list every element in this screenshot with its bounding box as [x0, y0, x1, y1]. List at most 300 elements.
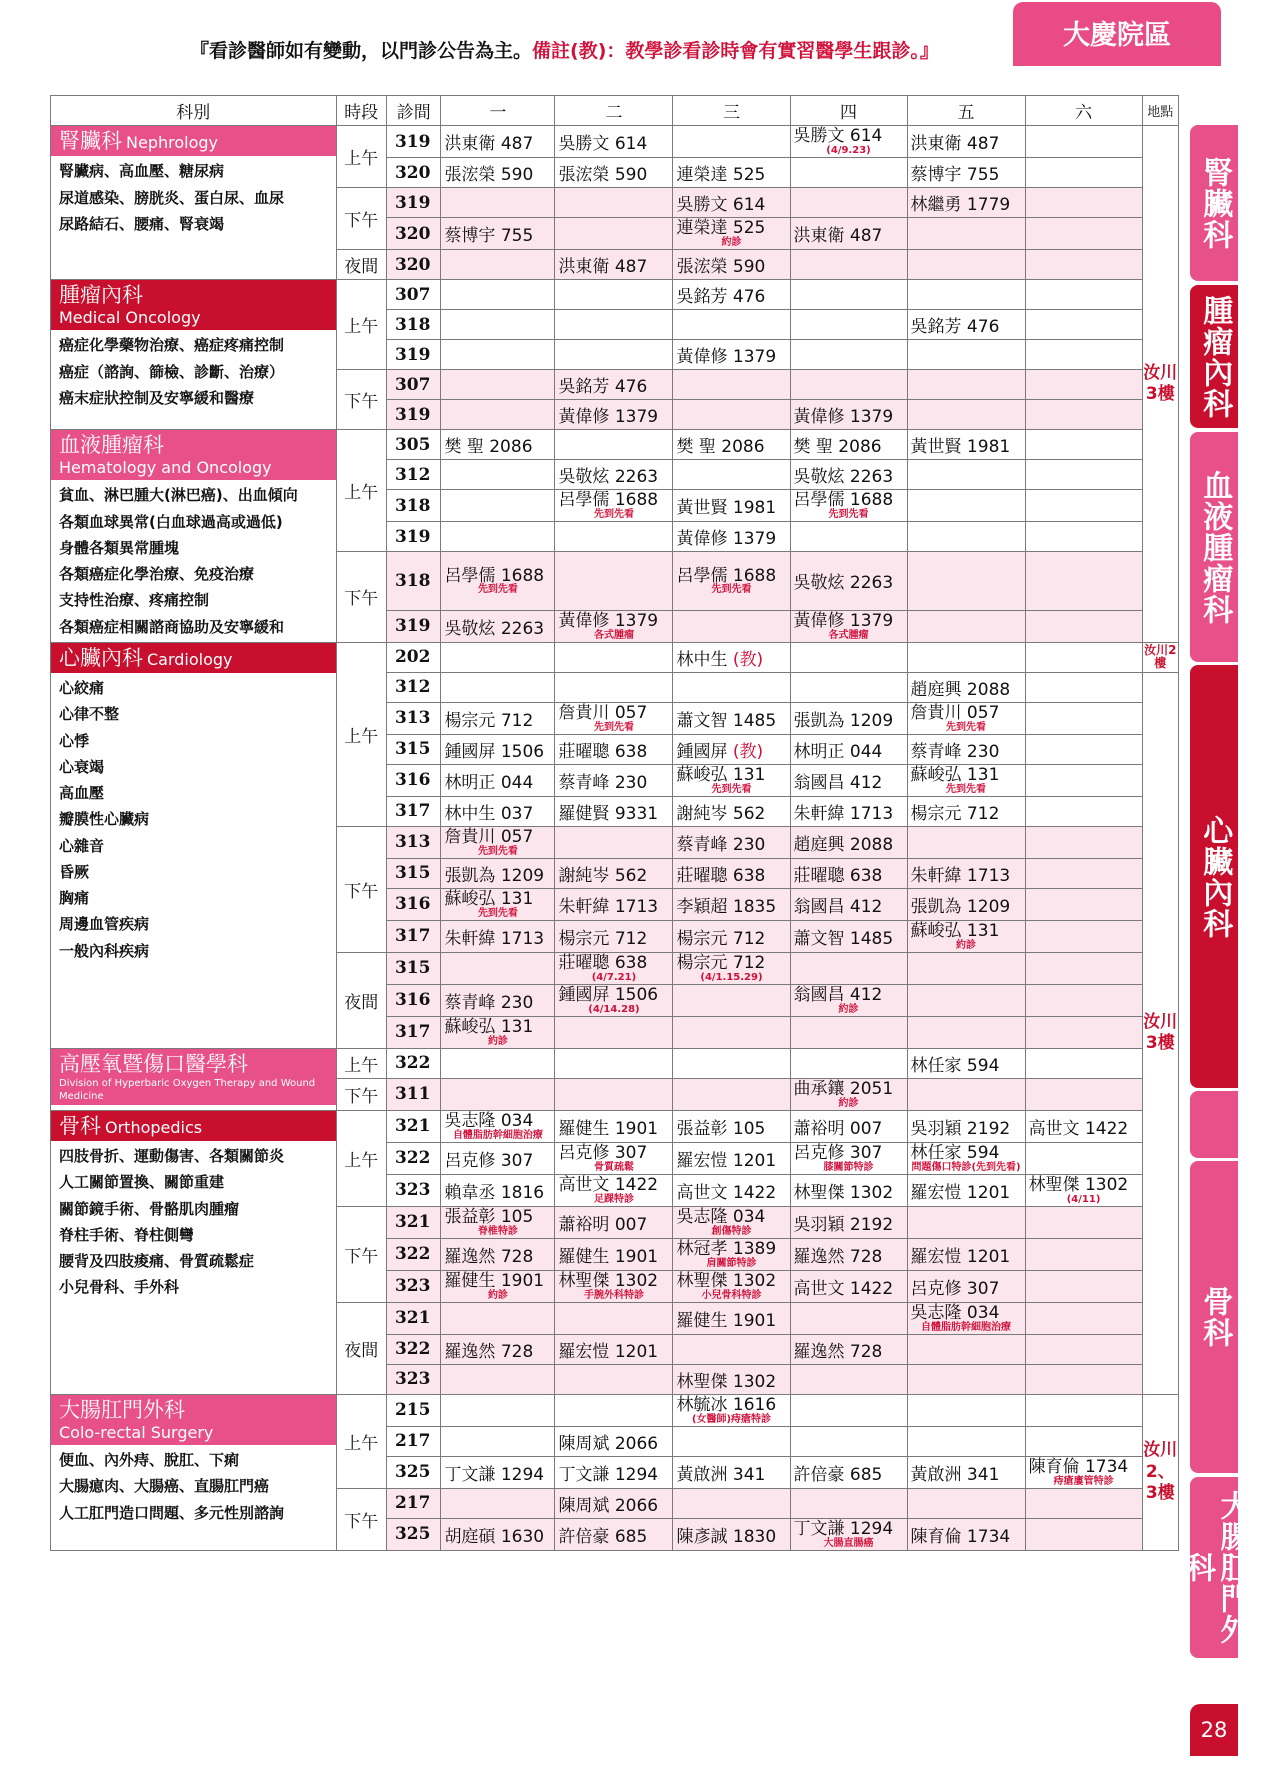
doctor-note: (4/1.15.29)	[700, 971, 763, 983]
doctor-cell	[790, 126, 907, 158]
header-row	[51, 96, 1179, 126]
doctor-cell	[1025, 158, 1142, 188]
disease-item: 各類癌症化學治療、免疫治療	[59, 565, 255, 583]
doctor-cell: 張凱為 1209	[907, 888, 1025, 920]
doctor-cell	[790, 984, 907, 1016]
doctor-cell	[1025, 734, 1142, 764]
doctor-cell	[1025, 218, 1142, 250]
doctor-cell	[790, 610, 907, 642]
doctor-cell	[790, 340, 907, 370]
location-label: 汝川2樓	[1144, 643, 1177, 671]
doctor-cell	[790, 1518, 907, 1550]
doctor-cell	[907, 1206, 1025, 1238]
room-cell: 313	[386, 702, 440, 734]
doctor-cell: 林明正 044	[790, 734, 907, 764]
doctor-name: 黃偉修 1379	[558, 610, 659, 631]
session-cell: 上午	[336, 280, 386, 370]
doctor-cell	[1025, 1238, 1142, 1270]
doctor-name: 蘇峻弘 131	[910, 764, 1000, 785]
doctor-cell	[907, 218, 1025, 250]
room-cell: 320	[386, 250, 440, 280]
session-cell: 夜間	[336, 250, 386, 280]
schedule-row	[51, 280, 1179, 310]
doctor-cell	[673, 460, 790, 490]
location-cell	[1142, 1394, 1178, 1550]
disease-item: 腰背及四肢痠痛、骨質疏鬆症	[59, 1252, 255, 1270]
disease-item: 各類血球異常(白血球過高或過低)	[59, 512, 283, 531]
doctor-cell: 莊曜聰 638	[555, 734, 673, 764]
header-cell: 時段	[336, 96, 386, 126]
schedule-table	[50, 95, 1179, 1551]
doctor-note: 約診	[838, 1097, 859, 1109]
doctor-cell	[673, 1238, 790, 1270]
doctor-cell	[907, 1302, 1025, 1334]
doctor-cell	[555, 984, 673, 1016]
doctor-cell: 黃偉修 1379	[673, 340, 790, 370]
doctor-cell	[441, 1078, 555, 1110]
doctor-cell	[673, 672, 790, 702]
doctor-cell	[1025, 340, 1142, 370]
disease-item: 支持性治療、疼痛控制	[59, 591, 210, 610]
doctor-cell	[1025, 1270, 1142, 1302]
doctor-cell	[907, 1016, 1025, 1048]
doctor-note: 先到先看	[946, 783, 987, 795]
doctor-note: 自體脂肪幹細胞治療	[921, 1321, 1012, 1333]
session-cell: 下午	[336, 1206, 386, 1302]
doctor-cell	[1025, 250, 1142, 280]
doctor-cell	[555, 218, 673, 250]
doctor-cell	[441, 1016, 555, 1048]
doctor-cell	[441, 340, 555, 370]
doctor-cell	[441, 1206, 555, 1238]
doctor-cell	[1025, 1302, 1142, 1334]
side-tab-label: 心臟內科	[1197, 814, 1233, 939]
disease-item: 脊柱手術、脊柱側彎	[59, 1225, 195, 1244]
doctor-cell: 吳勝文 614	[673, 188, 790, 218]
room-cell: 316	[386, 984, 440, 1016]
doctor-cell: 陳育倫 1734	[907, 1518, 1025, 1550]
department-name: 腎臟科	[59, 129, 122, 153]
doctor-cell: 謝純岑 562	[555, 858, 673, 888]
doctor-cell	[555, 340, 673, 370]
doctor-cell	[907, 984, 1025, 1016]
doctor-note: 先到先看	[477, 907, 518, 919]
disease-item: 身體各類異常腫塊	[59, 538, 180, 557]
doctor-cell: 洪東衛 487	[790, 218, 907, 250]
schedule-row	[51, 430, 1179, 460]
department-name: 高壓氧暨傷口醫學科	[59, 1051, 248, 1076]
disease-item: 腎臟病、高血壓、糖尿病	[59, 162, 225, 181]
doctor-cell	[1025, 1394, 1142, 1426]
side-tab	[1190, 1161, 1238, 1473]
doctor-note: 問題傷口特診(先到先看)	[911, 1161, 1021, 1173]
doctor-cell	[1025, 522, 1142, 552]
doctor-cell: 吳銘芳 476	[673, 280, 790, 310]
department-cell	[51, 126, 337, 280]
doctor-name: 翁國昌 412	[793, 984, 883, 1005]
room-cell: 315	[386, 952, 440, 984]
disease-item: 小兒骨科、手外科	[59, 1278, 180, 1297]
doctor-name: 鍾國屏 1506	[558, 984, 659, 1005]
room-cell: 317	[386, 1016, 440, 1048]
doctor-cell	[441, 1488, 555, 1518]
side-tab-label: 腎臟科	[1197, 156, 1233, 250]
doctor-cell: 張浤榮 590	[673, 250, 790, 280]
doctor-cell: 翁國昌 412	[790, 764, 907, 796]
room-cell: 320	[386, 218, 440, 250]
disease-item: 瓣膜性心臟病	[59, 810, 150, 829]
disease-item: 尿路結石、腰痛、腎衰竭	[59, 214, 225, 233]
department-title	[51, 1395, 336, 1445]
room-cell: 307	[386, 370, 440, 400]
doctor-cell: 羅健生 1901	[555, 1110, 673, 1142]
room-cell: 325	[386, 1456, 440, 1488]
doctor-cell: 呂克修 307	[907, 1270, 1025, 1302]
doctor-cell	[673, 984, 790, 1016]
doctor-note: 先到先看	[828, 508, 869, 520]
doctor-cell: 黃偉修 1379	[790, 400, 907, 430]
doctor-cell: 羅健生 1901	[673, 1302, 790, 1334]
side-tab	[1190, 125, 1238, 281]
doctor-cell	[673, 1270, 790, 1302]
doctor-cell	[907, 826, 1025, 858]
doctor-cell	[555, 280, 673, 310]
teaching-mark: (教)	[732, 649, 764, 670]
doctor-cell: 賴韋丞 1816	[441, 1174, 555, 1206]
doctor-cell	[441, 1270, 555, 1302]
doctor-cell	[441, 188, 555, 218]
room-cell: 215	[386, 1394, 440, 1426]
department-title	[51, 643, 336, 673]
doctor-cell	[1025, 188, 1142, 218]
doctor-cell: 吳羽穎 2192	[907, 1110, 1025, 1142]
doctor-cell	[673, 764, 790, 796]
doctor-cell	[673, 642, 790, 672]
doctor-cell	[673, 1048, 790, 1078]
doctor-name: 蘇峻弘 131	[910, 920, 1000, 941]
doctor-cell	[790, 952, 907, 984]
disease-item: 一般內科疾病	[59, 941, 150, 960]
room-cell: 307	[386, 280, 440, 310]
doctor-cell	[790, 188, 907, 218]
doctor-cell	[673, 1206, 790, 1238]
doctor-cell: 趙庭興 2088	[907, 672, 1025, 702]
disease-list	[51, 1141, 336, 1303]
doctor-cell	[790, 250, 907, 280]
doctor-cell	[1025, 1518, 1142, 1550]
doctor-note: 先到先看	[711, 783, 752, 795]
disease-item: 尿道感染、膀胱炎、蛋白尿、血尿	[59, 188, 285, 207]
disease-item: 高血壓	[59, 784, 105, 802]
room-cell: 321	[386, 1302, 440, 1334]
doctor-note: 先到先看	[477, 845, 518, 857]
doctor-cell	[555, 826, 673, 858]
doctor-cell	[555, 1078, 673, 1110]
doctor-cell: 朱軒緯 1713	[441, 920, 555, 952]
department-english: Division of Hyperbaric Oxygen Therapy and Wound Medicine	[59, 1078, 316, 1102]
doctor-cell: 洪東衛 487	[555, 250, 673, 280]
doctor-cell	[1025, 1078, 1142, 1110]
doctor-cell	[555, 1270, 673, 1302]
doctor-cell: 楊宗元 712	[673, 920, 790, 952]
session-cell: 上午	[336, 1110, 386, 1206]
doctor-note: 各式腫瘤	[828, 629, 869, 641]
department-name: 心臟內科	[59, 645, 143, 670]
doctor-name: 林中生	[676, 649, 733, 670]
department-english: Nephrology	[126, 133, 218, 152]
side-tab-label: 大腸肛門外科	[1180, 1490, 1250, 1645]
doctor-cell	[1025, 888, 1142, 920]
room-cell: 315	[386, 734, 440, 764]
doctor-cell: 洪東衛 487	[441, 126, 555, 158]
doctor-cell: 高世文 1422	[1025, 1110, 1142, 1142]
doctor-cell: 楊宗元 712	[441, 702, 555, 734]
side-tab	[1190, 285, 1238, 428]
location-cell	[1142, 642, 1178, 672]
doctor-cell	[555, 1174, 673, 1206]
doctor-cell	[441, 400, 555, 430]
doctor-name: 丁文謙 1294	[793, 1518, 894, 1539]
doctor-cell: 陳周斌 2066	[555, 1488, 673, 1518]
department-cell	[51, 1394, 337, 1550]
session-cell: 夜間	[336, 1302, 386, 1394]
doctor-cell	[907, 340, 1025, 370]
doctor-cell: 羅逸然 728	[790, 1238, 907, 1270]
doctor-note: (4/7.21)	[591, 971, 637, 983]
side-tab	[1190, 432, 1238, 662]
doctor-note: (4/14.28)	[588, 1003, 640, 1015]
doctor-cell: 蔡青峰 230	[907, 734, 1025, 764]
doctor-note: 先到先看	[593, 721, 634, 733]
disease-item: 癌症化學藥物治療、癌症疼痛控制	[59, 336, 285, 355]
room-cell: 217	[386, 1426, 440, 1456]
doctor-note: 約診	[487, 1289, 508, 1301]
disease-item: 四肢骨折、運動傷害、各類關節炎	[59, 1147, 285, 1165]
header-cell: 科別	[51, 96, 337, 126]
doctor-cell: 吳敬炫 2263	[790, 552, 907, 611]
disease-item: 貧血、淋巴腫大(淋巴癌)、出血傾向	[59, 486, 298, 505]
doctor-cell	[1025, 126, 1142, 158]
doctor-cell: 羅逸然 728	[441, 1238, 555, 1270]
doctor-cell: 高世文 1422	[673, 1174, 790, 1206]
doctor-cell: 黃啟洲 341	[673, 1456, 790, 1488]
doctor-cell: 樊 聖 2086	[673, 430, 790, 460]
session-cell: 夜間	[336, 952, 386, 1048]
room-cell: 322	[386, 1142, 440, 1174]
doctor-note: 先到先看	[477, 584, 518, 596]
doctor-note: 手腕外科特診	[583, 1289, 644, 1301]
doctor-cell: 林繼勇 1779	[907, 188, 1025, 218]
doctor-cell	[1025, 1488, 1142, 1518]
doctor-cell: 黃世賢 1981	[907, 430, 1025, 460]
doctor-cell	[907, 702, 1025, 734]
page-number: 28	[1190, 1704, 1238, 1756]
doctor-cell: 吳銘芳 476	[555, 370, 673, 400]
doctor-cell	[790, 1302, 907, 1334]
header-cell: 五	[907, 96, 1025, 126]
room-cell: 323	[386, 1174, 440, 1206]
doctor-cell: 朱軒緯 1713	[907, 858, 1025, 888]
doctor-cell: 羅逸然 728	[441, 1334, 555, 1364]
doctor-cell	[441, 672, 555, 702]
doctor-cell	[790, 1142, 907, 1174]
doctor-cell	[907, 1488, 1025, 1518]
doctor-cell	[790, 1426, 907, 1456]
doctor-cell: 張凱為 1209	[441, 858, 555, 888]
disease-list	[51, 1445, 336, 1528]
doctor-cell: 張浤榮 590	[441, 158, 555, 188]
doctor-name: 林聖傑 1302	[558, 1270, 659, 1291]
doctor-cell	[907, 280, 1025, 310]
doctor-cell: 蔡青峰 230	[555, 764, 673, 796]
doctor-note: 先到先看	[593, 508, 634, 520]
doctor-cell	[1025, 1364, 1142, 1394]
doctor-cell	[907, 460, 1025, 490]
department-title	[51, 126, 336, 156]
room-cell: 312	[386, 460, 440, 490]
department-english: Cardiology	[147, 649, 233, 669]
department-title	[51, 280, 336, 330]
department-name: 骨科	[59, 1113, 101, 1138]
doctor-cell: 許倍豪 685	[555, 1518, 673, 1550]
department-name: 腫瘤內科	[59, 283, 143, 307]
doctor-cell: 蕭文智 1485	[790, 920, 907, 952]
header-cell: 二	[555, 96, 673, 126]
header-cell: 一	[441, 96, 555, 126]
schedule-row	[51, 1110, 1179, 1142]
session-cell: 下午	[336, 188, 386, 250]
doctor-cell: 林明正 044	[441, 764, 555, 796]
doctor-name: 林冠孝 1389	[676, 1238, 777, 1259]
department-cell	[51, 430, 337, 643]
department-english: Colo-rectal Surgery	[59, 1423, 214, 1442]
location-cell	[1142, 126, 1178, 643]
doctor-cell	[790, 1364, 907, 1394]
header-cell: 地點	[1142, 96, 1178, 126]
disease-item: 心悸	[59, 731, 90, 750]
room-cell: 319	[386, 340, 440, 370]
doctor-cell	[907, 764, 1025, 796]
doctor-cell	[1025, 370, 1142, 400]
doctor-name: 吳志隆 034	[676, 1206, 766, 1227]
schedule-row	[51, 126, 1179, 158]
doctor-cell: 陳周斌 2066	[555, 1426, 673, 1456]
doctor-cell: 林聖傑 1302	[673, 1364, 790, 1394]
doctor-cell	[790, 1048, 907, 1078]
disease-item: 大腸瘜肉、大腸癌、直腸肛門癌	[59, 1477, 270, 1496]
doctor-cell	[441, 1302, 555, 1334]
doctor-cell	[907, 642, 1025, 672]
doctor-cell	[907, 1142, 1025, 1174]
room-cell: 318	[386, 490, 440, 522]
doctor-cell	[790, 490, 907, 522]
doctor-cell	[673, 370, 790, 400]
doctor-cell: 蔡博宇 755	[907, 158, 1025, 188]
doctor-cell	[790, 370, 907, 400]
department-cell	[51, 642, 337, 1048]
doctor-note: 先到先看	[711, 584, 752, 596]
disease-list	[51, 673, 336, 966]
doctor-cell: 謝純岑 562	[673, 796, 790, 826]
doctor-cell	[1025, 826, 1142, 858]
doctor-cell	[441, 1048, 555, 1078]
doctor-note: 約診	[721, 236, 742, 248]
doctor-cell	[441, 490, 555, 522]
doctor-note: 肩關節特診	[706, 1257, 757, 1269]
doctor-cell	[1025, 858, 1142, 888]
doctor-cell	[441, 370, 555, 400]
doctor-cell	[1025, 552, 1142, 611]
doctor-note: 膝關節特診	[823, 1161, 874, 1173]
doctor-name: 曲承鑲 2051	[793, 1078, 894, 1099]
doctor-cell	[673, 1334, 790, 1364]
doctor-cell: 朱軒緯 1713	[790, 796, 907, 826]
department-title	[51, 1111, 336, 1141]
doctor-cell	[790, 310, 907, 340]
doctor-cell	[673, 1426, 790, 1456]
location-label: 汝川2、3樓	[1143, 1440, 1178, 1503]
doctor-cell	[1025, 1016, 1142, 1048]
doctor-name: 林任家 594	[910, 1142, 1000, 1163]
room-cell: 325	[386, 1518, 440, 1550]
doctor-cell	[790, 522, 907, 552]
doctor-cell	[1025, 702, 1142, 734]
doctor-note: (4/11)	[1066, 1193, 1101, 1205]
doctor-name: 呂學儒 1688	[444, 565, 545, 586]
doctor-note: 骨質疏鬆	[593, 1161, 634, 1173]
doctor-cell	[1025, 1174, 1142, 1206]
doctor-note: 小兒骨科特診	[701, 1289, 762, 1301]
room-cell: 319	[386, 400, 440, 430]
room-cell: 217	[386, 1488, 440, 1518]
room-cell: 313	[386, 826, 440, 858]
location-cell	[1142, 672, 1178, 1394]
doctor-cell	[790, 672, 907, 702]
side-tab	[1190, 665, 1238, 1088]
doctor-name: 蘇峻弘 131	[676, 764, 766, 785]
doctor-cell: 莊曜聰 638	[673, 858, 790, 888]
doctor-note: 各式腫瘤	[593, 629, 634, 641]
doctor-cell: 吳敬炫 2263	[441, 610, 555, 642]
disease-item: 癌末症狀控制及安寧緩和醫療	[59, 388, 255, 407]
doctor-name: 呂克修 307	[793, 1142, 883, 1163]
doctor-cell	[555, 310, 673, 340]
room-cell: 321	[386, 1206, 440, 1238]
session-cell: 下午	[336, 826, 386, 952]
doctor-cell	[555, 490, 673, 522]
doctor-note: 自體脂肪幹細胞治療	[452, 1129, 543, 1141]
doctor-name: 吳志隆 034	[910, 1302, 1000, 1323]
department-cell	[51, 280, 337, 430]
doctor-cell	[790, 158, 907, 188]
session-cell: 上午	[336, 1394, 386, 1488]
department-english: Orthopedics	[105, 1117, 203, 1137]
doctor-name: 連榮達 525	[676, 218, 766, 239]
doctor-cell	[441, 1426, 555, 1456]
doctor-cell	[441, 460, 555, 490]
disease-item: 各類癌症相關諮商協助及安寧緩和	[59, 617, 285, 636]
doctor-cell: 蔡青峰 230	[673, 826, 790, 858]
doctor-cell: 連榮達 525	[673, 158, 790, 188]
doctor-name: 蘇峻弘 131	[444, 1016, 534, 1037]
doctor-cell: 羅宏愷 1201	[907, 1238, 1025, 1270]
disease-item: 心律不整	[59, 705, 120, 724]
doctor-name: 詹貴川 057	[444, 826, 534, 847]
doctor-cell: 張益彰 105	[673, 1110, 790, 1142]
teaching-mark: (教)	[732, 741, 764, 762]
room-cell: 315	[386, 858, 440, 888]
campus-badge: 大慶院區	[1013, 2, 1221, 66]
